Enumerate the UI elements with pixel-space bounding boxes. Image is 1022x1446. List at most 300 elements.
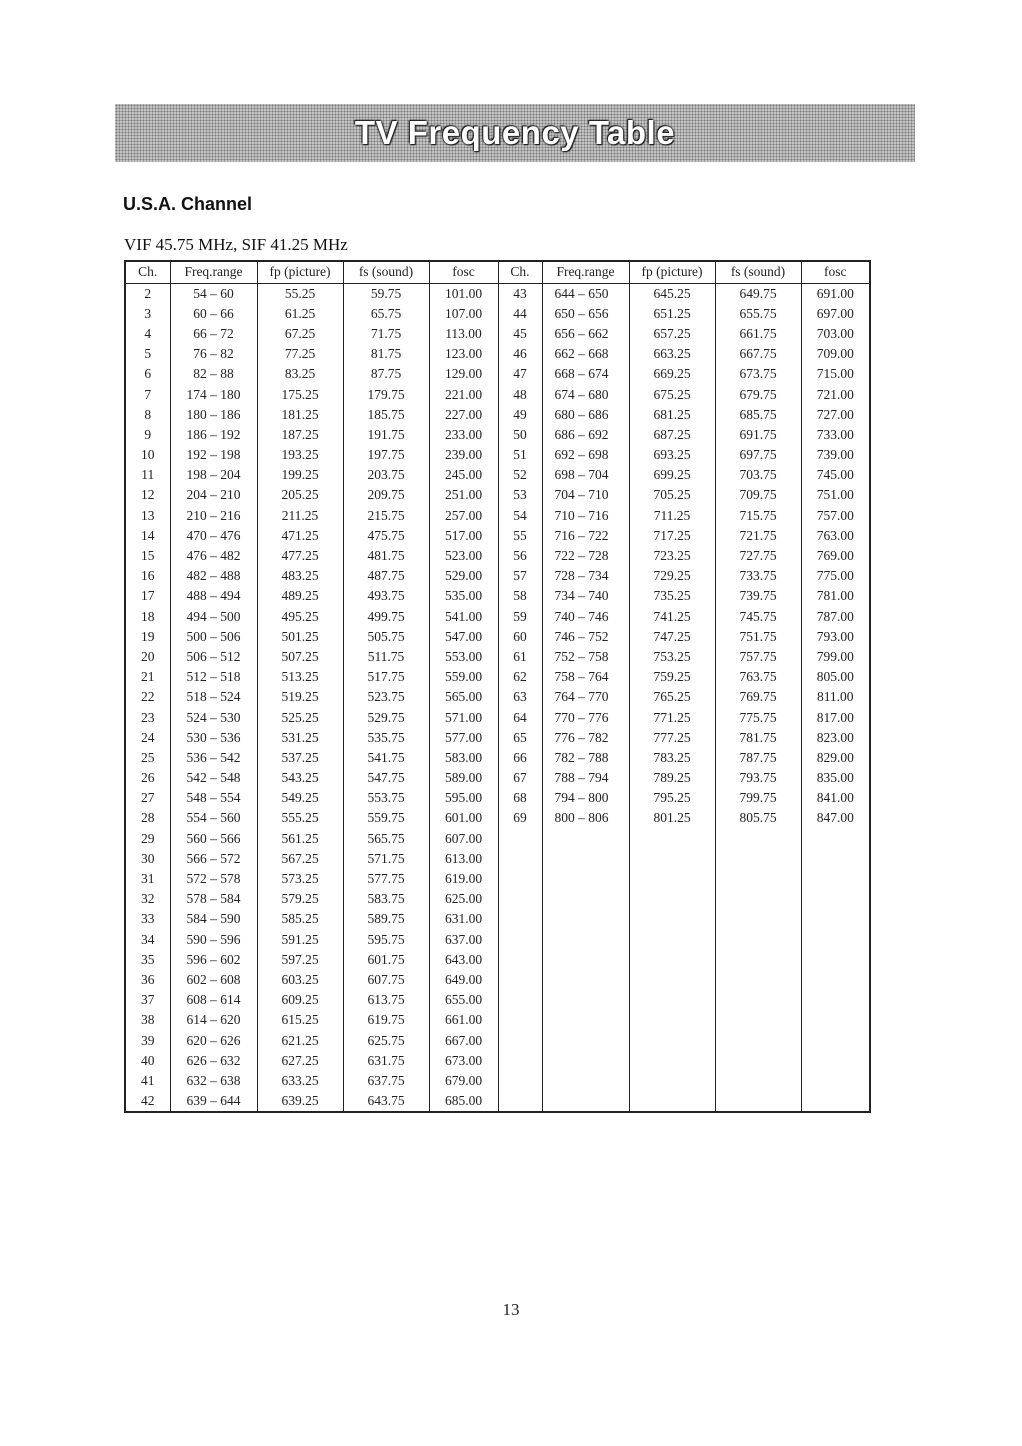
picture-freq-cell [629,849,715,869]
fosc-cell: 793.00 [801,627,870,647]
fosc-cell: 763.00 [801,526,870,546]
fosc-cell: 631.00 [429,909,498,929]
fosc-cell [801,889,870,909]
freq-range-cell [542,1091,629,1112]
channel-cell [498,1030,542,1050]
picture-freq-cell: 555.25 [257,808,343,828]
table-row [125,566,870,586]
page-number: 13 [502,1300,520,1319]
picture-freq-cell: 747.25 [629,627,715,647]
fosc-cell: 775.00 [801,566,870,586]
freq-range-cell: 66 – 72 [170,324,257,344]
channel-cell: 8 [125,405,170,425]
channel-cell: 5 [125,344,170,364]
sound-freq-cell: 505.75 [343,627,429,647]
fosc-cell [801,1030,870,1050]
channel-cell: 27 [125,788,170,808]
sound-freq-cell: 787.75 [715,748,801,768]
channel-cell: 19 [125,627,170,647]
fosc-cell: 101.00 [429,283,498,304]
picture-freq-cell: 741.25 [629,607,715,627]
freq-range-cell: 776 – 782 [542,728,629,748]
freq-range-cell: 668 – 674 [542,364,629,384]
picture-freq-cell [629,829,715,849]
column-header: fosc [429,261,498,283]
fosc-cell: 529.00 [429,566,498,586]
picture-freq-cell: 597.25 [257,950,343,970]
table-row [125,586,870,606]
channel-cell: 44 [498,304,542,324]
channel-cell: 23 [125,707,170,727]
table-body [125,283,870,1112]
table-row [125,930,870,950]
fosc-cell: 709.00 [801,344,870,364]
fosc-cell [801,869,870,889]
sound-freq-cell: 643.75 [343,1091,429,1112]
channel-cell: 31 [125,869,170,889]
channel-cell [498,849,542,869]
freq-range-cell: 518 – 524 [170,687,257,707]
vif-sif-note: VIF 45.75 MHz, SIF 41.25 MHz [124,235,348,254]
table-row [125,405,870,425]
fosc-cell: 811.00 [801,687,870,707]
sound-freq-cell: 87.75 [343,364,429,384]
picture-freq-cell: 567.25 [257,849,343,869]
picture-freq-cell: 621.25 [257,1030,343,1050]
freq-range-cell [542,869,629,889]
sound-freq-cell [715,829,801,849]
picture-freq-cell [629,990,715,1010]
channel-cell: 38 [125,1010,170,1030]
sound-freq-cell: 481.75 [343,546,429,566]
table-row [125,869,870,889]
freq-range-cell: 602 – 608 [170,970,257,990]
channel-cell: 14 [125,526,170,546]
freq-range-cell [542,889,629,909]
picture-freq-cell: 759.25 [629,667,715,687]
picture-freq-cell: 591.25 [257,930,343,950]
channel-cell: 56 [498,546,542,566]
table-row [125,788,870,808]
freq-range-cell: 596 – 602 [170,950,257,970]
freq-range-cell: 662 – 668 [542,344,629,364]
fosc-cell: 577.00 [429,728,498,748]
fosc-cell: 607.00 [429,829,498,849]
table-row [125,647,870,667]
fosc-cell: 751.00 [801,485,870,505]
picture-freq-cell: 717.25 [629,526,715,546]
freq-range-cell: 174 – 180 [170,384,257,404]
channel-cell: 55 [498,526,542,546]
channel-cell: 20 [125,647,170,667]
channel-cell: 36 [125,970,170,990]
sound-freq-cell [715,849,801,869]
picture-freq-cell: 61.25 [257,304,343,324]
channel-cell: 12 [125,485,170,505]
sound-freq-cell: 667.75 [715,344,801,364]
channel-cell: 3 [125,304,170,324]
sound-freq-cell: 745.75 [715,607,801,627]
channel-cell: 57 [498,566,542,586]
freq-range-cell: 788 – 794 [542,768,629,788]
channel-cell: 33 [125,909,170,929]
freq-range-cell: 722 – 728 [542,546,629,566]
channel-cell: 48 [498,384,542,404]
table-row [125,768,870,788]
picture-freq-cell: 507.25 [257,647,343,667]
freq-range-cell: 704 – 710 [542,485,629,505]
freq-range-cell: 710 – 716 [542,506,629,526]
freq-range-cell: 614 – 620 [170,1010,257,1030]
fosc-cell: 227.00 [429,405,498,425]
channel-cell [498,869,542,889]
sound-freq-cell: 185.75 [343,405,429,425]
sound-freq-cell: 619.75 [343,1010,429,1030]
picture-freq-cell: 765.25 [629,687,715,707]
fosc-cell: 799.00 [801,647,870,667]
channel-cell: 45 [498,324,542,344]
fosc-cell: 835.00 [801,768,870,788]
channel-cell [498,970,542,990]
picture-freq-cell: 205.25 [257,485,343,505]
freq-range-cell [542,990,629,1010]
fosc-cell: 829.00 [801,748,870,768]
sound-freq-cell: 65.75 [343,304,429,324]
table-row [125,1010,870,1030]
table-row [125,304,870,324]
freq-range-cell: 76 – 82 [170,344,257,364]
picture-freq-cell: 699.25 [629,465,715,485]
freq-range-cell: 590 – 596 [170,930,257,950]
freq-range-cell: 482 – 488 [170,566,257,586]
fosc-cell [801,1051,870,1071]
freq-range-cell [542,930,629,950]
picture-freq-cell: 801.25 [629,808,715,828]
picture-freq-cell: 483.25 [257,566,343,586]
picture-freq-cell: 705.25 [629,485,715,505]
sound-freq-cell [715,1010,801,1030]
picture-freq-cell [629,889,715,909]
picture-freq-cell: 633.25 [257,1071,343,1091]
sound-freq-cell: 475.75 [343,526,429,546]
freq-range-cell: 548 – 554 [170,788,257,808]
sound-freq-cell: 559.75 [343,808,429,828]
picture-freq-cell: 651.25 [629,304,715,324]
fosc-cell: 691.00 [801,283,870,304]
fosc-cell: 769.00 [801,546,870,566]
freq-range-cell: 794 – 800 [542,788,629,808]
fosc-cell: 805.00 [801,667,870,687]
channel-cell: 35 [125,950,170,970]
sound-freq-cell: 577.75 [343,869,429,889]
channel-cell: 6 [125,364,170,384]
fosc-cell: 613.00 [429,849,498,869]
channel-cell [498,930,542,950]
picture-freq-cell: 495.25 [257,607,343,627]
fosc-cell: 721.00 [801,384,870,404]
channel-cell: 54 [498,506,542,526]
freq-range-cell [542,849,629,869]
channel-cell [498,950,542,970]
sound-freq-cell [715,869,801,889]
channel-cell: 47 [498,364,542,384]
picture-freq-cell [629,950,715,970]
fosc-cell [801,930,870,950]
fosc-cell: 517.00 [429,526,498,546]
fosc-cell: 655.00 [429,990,498,1010]
picture-freq-cell: 471.25 [257,526,343,546]
channel-cell: 24 [125,728,170,748]
column-header: fp (picture) [257,261,343,283]
sound-freq-cell: 721.75 [715,526,801,546]
freq-range-cell: 500 – 506 [170,627,257,647]
picture-freq-cell [629,1030,715,1050]
picture-freq-cell: 537.25 [257,748,343,768]
picture-freq-cell: 193.25 [257,445,343,465]
table-row [125,909,870,929]
picture-freq-cell [629,970,715,990]
picture-freq-cell: 603.25 [257,970,343,990]
freq-range-cell: 186 – 192 [170,425,257,445]
fosc-cell: 571.00 [429,707,498,727]
picture-freq-cell [629,930,715,950]
sound-freq-cell: 751.75 [715,627,801,647]
fosc-cell [801,990,870,1010]
picture-freq-cell: 477.25 [257,546,343,566]
freq-range-cell [542,1071,629,1091]
page-title: TV Frequency Table [354,114,676,151]
sound-freq-cell: 601.75 [343,950,429,970]
sound-freq-cell: 625.75 [343,1030,429,1050]
freq-range-cell: 740 – 746 [542,607,629,627]
fosc-cell: 733.00 [801,425,870,445]
sound-freq-cell [715,990,801,1010]
channel-cell: 46 [498,344,542,364]
sound-freq-cell: 631.75 [343,1051,429,1071]
table-row [125,808,870,828]
table-row [125,1071,870,1091]
picture-freq-cell: 561.25 [257,829,343,849]
picture-freq-cell: 531.25 [257,728,343,748]
sound-freq-cell: 499.75 [343,607,429,627]
freq-range-cell: 524 – 530 [170,707,257,727]
sound-freq-cell: 553.75 [343,788,429,808]
freq-range-cell: 698 – 704 [542,465,629,485]
fosc-cell [801,1091,870,1112]
picture-freq-cell: 501.25 [257,627,343,647]
picture-freq-cell: 657.25 [629,324,715,344]
column-header: Freq.range [542,261,629,283]
sound-freq-cell: 215.75 [343,506,429,526]
table-row [125,970,870,990]
channel-cell [498,1010,542,1030]
picture-freq-cell: 789.25 [629,768,715,788]
sound-freq-cell: 191.75 [343,425,429,445]
sound-freq-cell: 197.75 [343,445,429,465]
sound-freq-cell: 727.75 [715,546,801,566]
sound-freq-cell: 571.75 [343,849,429,869]
picture-freq-cell: 777.25 [629,728,715,748]
freq-range-cell: 512 – 518 [170,667,257,687]
channel-cell: 16 [125,566,170,586]
fosc-cell: 715.00 [801,364,870,384]
table-row [125,425,870,445]
freq-range-cell: 770 – 776 [542,707,629,727]
picture-freq-cell: 175.25 [257,384,343,404]
channel-cell: 52 [498,465,542,485]
freq-range-cell: 650 – 656 [542,304,629,324]
fosc-cell [801,829,870,849]
table-row [125,445,870,465]
fosc-cell: 625.00 [429,889,498,909]
channel-cell: 59 [498,607,542,627]
sound-freq-cell: 529.75 [343,707,429,727]
freq-range-cell [542,1051,629,1071]
freq-range-cell: 554 – 560 [170,808,257,828]
freq-range-cell: 506 – 512 [170,647,257,667]
column-header: fosc [801,261,870,283]
channel-cell: 4 [125,324,170,344]
picture-freq-cell: 687.25 [629,425,715,445]
channel-cell: 68 [498,788,542,808]
fosc-cell: 523.00 [429,546,498,566]
fosc-cell: 601.00 [429,808,498,828]
picture-freq-cell [629,869,715,889]
freq-range-cell: 686 – 692 [542,425,629,445]
freq-range-cell [542,970,629,990]
freq-range-cell [542,909,629,929]
table-row [125,728,870,748]
freq-range-cell: 656 – 662 [542,324,629,344]
sound-freq-cell: 71.75 [343,324,429,344]
sound-freq-cell: 487.75 [343,566,429,586]
fosc-cell: 233.00 [429,425,498,445]
sound-freq-cell: 649.75 [715,283,801,304]
freq-range-cell: 566 – 572 [170,849,257,869]
sound-freq-cell [715,909,801,929]
channel-cell: 17 [125,586,170,606]
channel-cell: 18 [125,607,170,627]
channel-cell: 42 [125,1091,170,1112]
freq-range-cell: 192 – 198 [170,445,257,465]
sound-freq-cell: 757.75 [715,647,801,667]
fosc-cell: 107.00 [429,304,498,324]
picture-freq-cell: 771.25 [629,707,715,727]
freq-range-cell [542,829,629,849]
picture-freq-cell: 199.25 [257,465,343,485]
channel-cell: 43 [498,283,542,304]
sound-freq-cell: 511.75 [343,647,429,667]
freq-range-cell: 746 – 752 [542,627,629,647]
sound-freq-cell: 781.75 [715,728,801,748]
picture-freq-cell: 693.25 [629,445,715,465]
sound-freq-cell: 607.75 [343,970,429,990]
table-row [125,384,870,404]
fosc-cell: 781.00 [801,586,870,606]
sound-freq-cell: 637.75 [343,1071,429,1091]
channel-cell: 63 [498,687,542,707]
sound-freq-cell: 679.75 [715,384,801,404]
channel-cell: 64 [498,707,542,727]
table-row [125,990,870,1010]
picture-freq-cell: 519.25 [257,687,343,707]
freq-range-cell: 680 – 686 [542,405,629,425]
picture-freq-cell: 735.25 [629,586,715,606]
fosc-cell: 113.00 [429,324,498,344]
channel-cell [498,1071,542,1091]
picture-freq-cell: 783.25 [629,748,715,768]
picture-freq-cell: 513.25 [257,667,343,687]
picture-freq-cell [629,1010,715,1030]
fosc-cell: 685.00 [429,1091,498,1112]
fosc-cell: 251.00 [429,485,498,505]
freq-range-cell: 488 – 494 [170,586,257,606]
sound-freq-cell: 493.75 [343,586,429,606]
freq-range-cell: 692 – 698 [542,445,629,465]
fosc-cell: 239.00 [429,445,498,465]
freq-range-cell: 734 – 740 [542,586,629,606]
fosc-cell: 703.00 [801,324,870,344]
freq-range-cell: 536 – 542 [170,748,257,768]
freq-range-cell: 752 – 758 [542,647,629,667]
table-row [125,465,870,485]
picture-freq-cell: 729.25 [629,566,715,586]
sound-freq-cell: 793.75 [715,768,801,788]
freq-range-cell: 60 – 66 [170,304,257,324]
freq-range-cell: 608 – 614 [170,990,257,1010]
freq-range-cell: 626 – 632 [170,1051,257,1071]
picture-freq-cell: 525.25 [257,707,343,727]
fosc-cell: 221.00 [429,384,498,404]
column-header: fp (picture) [629,261,715,283]
channel-cell: 26 [125,768,170,788]
picture-freq-cell [629,1091,715,1112]
picture-freq-cell: 211.25 [257,506,343,526]
freq-range-cell: 476 – 482 [170,546,257,566]
picture-freq-cell: 573.25 [257,869,343,889]
fosc-cell: 787.00 [801,607,870,627]
column-header: fs (sound) [343,261,429,283]
fosc-cell [801,1071,870,1091]
freq-range-cell [542,1010,629,1030]
fosc-cell: 757.00 [801,506,870,526]
picture-freq-cell: 549.25 [257,788,343,808]
sound-freq-cell: 769.75 [715,687,801,707]
sound-freq-cell: 763.75 [715,667,801,687]
channel-cell: 69 [498,808,542,828]
fosc-cell: 727.00 [801,405,870,425]
channel-cell: 11 [125,465,170,485]
table-row [125,1030,870,1050]
sound-freq-cell: 709.75 [715,485,801,505]
picture-freq-cell: 645.25 [629,283,715,304]
fosc-cell: 541.00 [429,607,498,627]
fosc-cell [801,909,870,929]
picture-freq-cell: 579.25 [257,889,343,909]
picture-freq-cell: 675.25 [629,384,715,404]
picture-freq-cell: 753.25 [629,647,715,667]
sound-freq-cell: 547.75 [343,768,429,788]
picture-freq-cell: 585.25 [257,909,343,929]
sound-freq-cell: 733.75 [715,566,801,586]
channel-cell: 15 [125,546,170,566]
table-row [125,627,870,647]
fosc-cell: 817.00 [801,707,870,727]
channel-cell: 25 [125,748,170,768]
sound-freq-cell: 81.75 [343,344,429,364]
freq-range-cell: 54 – 60 [170,283,257,304]
picture-freq-cell: 489.25 [257,586,343,606]
